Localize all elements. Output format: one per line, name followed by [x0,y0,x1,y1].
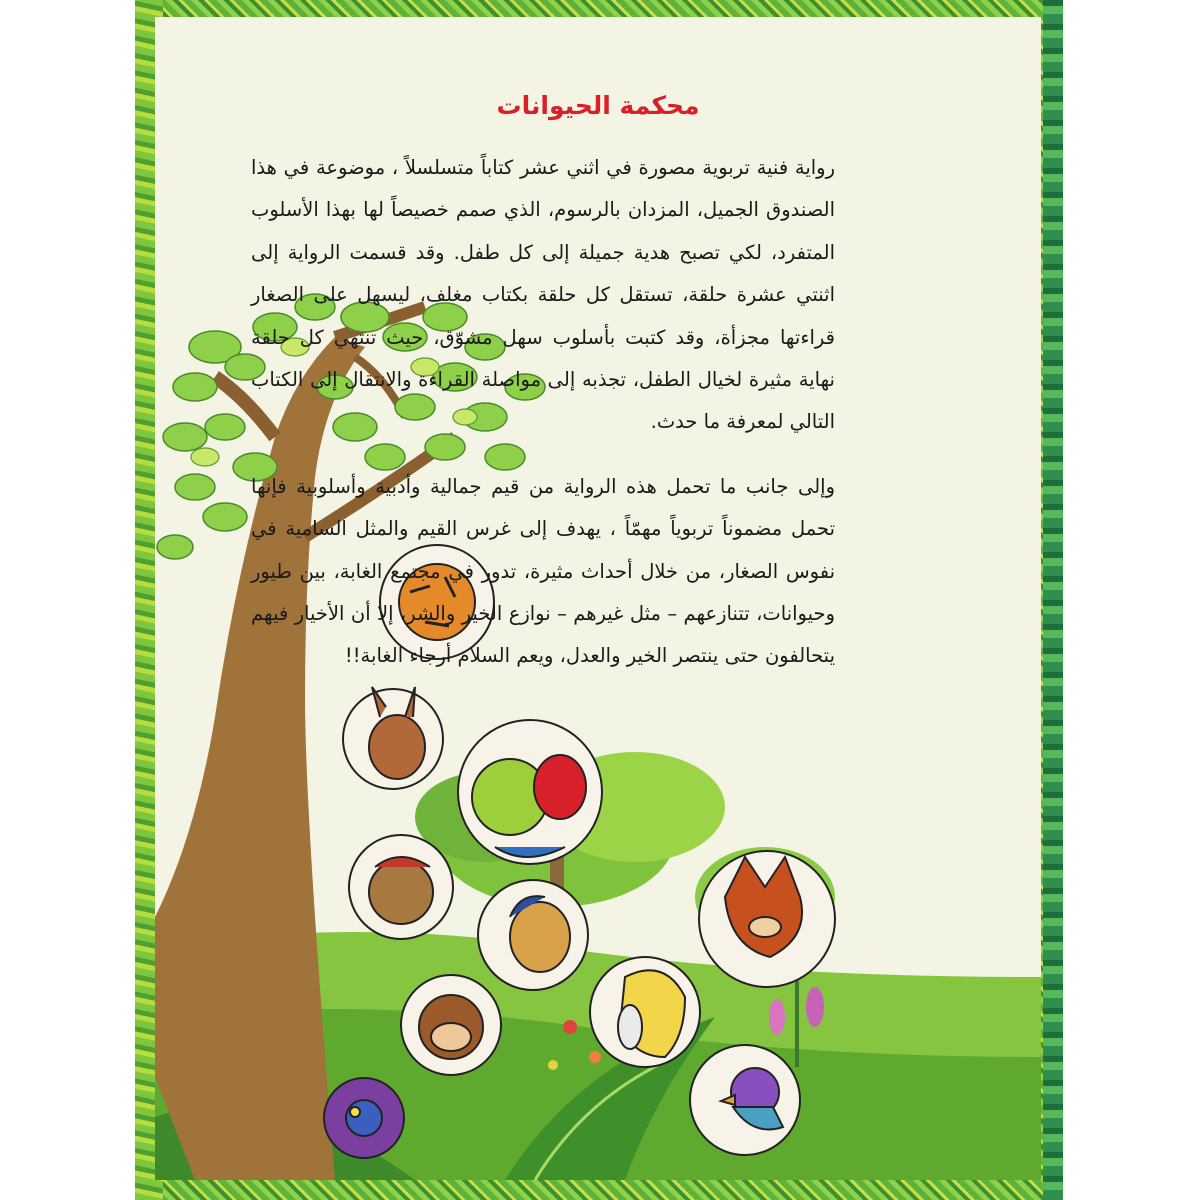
paragraph-1: رواية فنية تربوية مصورة في اثني عشر كتاباً متسلسلاً ، موضوعة في هذا الصندوق الجميل، المزدان بالرسوم، الذي صمم خصيصاً لها بهذا الأسلوب المتفرد، لكي تصبح هدية جميلة إلى كل طفل. وقد قسمت الرواية إلى اثنتي عشرة حلقة، تستقل كل حلقة بكتاب مغلف، ليسهل على الصغار قراءتها مجزأة، وقد كتبت بأسلوب سهل مشوّق، حيث تنتهي كل حلقة نهاية مثيرة لخيال الطفل، تجذبه إلى مواصلة القراءة والانتقال إلى الكتاب التالي لمعرفة ما حدث. [251,156,835,434]
page-paper [155,17,1041,1180]
book-page [135,0,1063,1200]
body-text [251,147,835,678]
paragraph-2: وإلى جانب ما تحمل هذه الرواية من قيم جمالية وأدبية وأسلوبية فإنها تحمل مضموناً تربوياً مهمّاً ، يهدف إلى غرس القيم والمثل السامية في نفوس الصغار، من خلال أحداث مثيرة، تدور في مجتمع الغابة، بين طيور وحيوانات، تتنازعهم – مثل غيرهم – نوازع الخير والشر، إلا أن الأخيار فيهم يتحالفون حتى ينتصر الخير والعدل، ويعم السلام أرجاء الغابة!! [251,474,835,668]
page-title: محكمة الحيوانات [496,91,700,120]
right-border-foliage [1043,0,1063,1200]
